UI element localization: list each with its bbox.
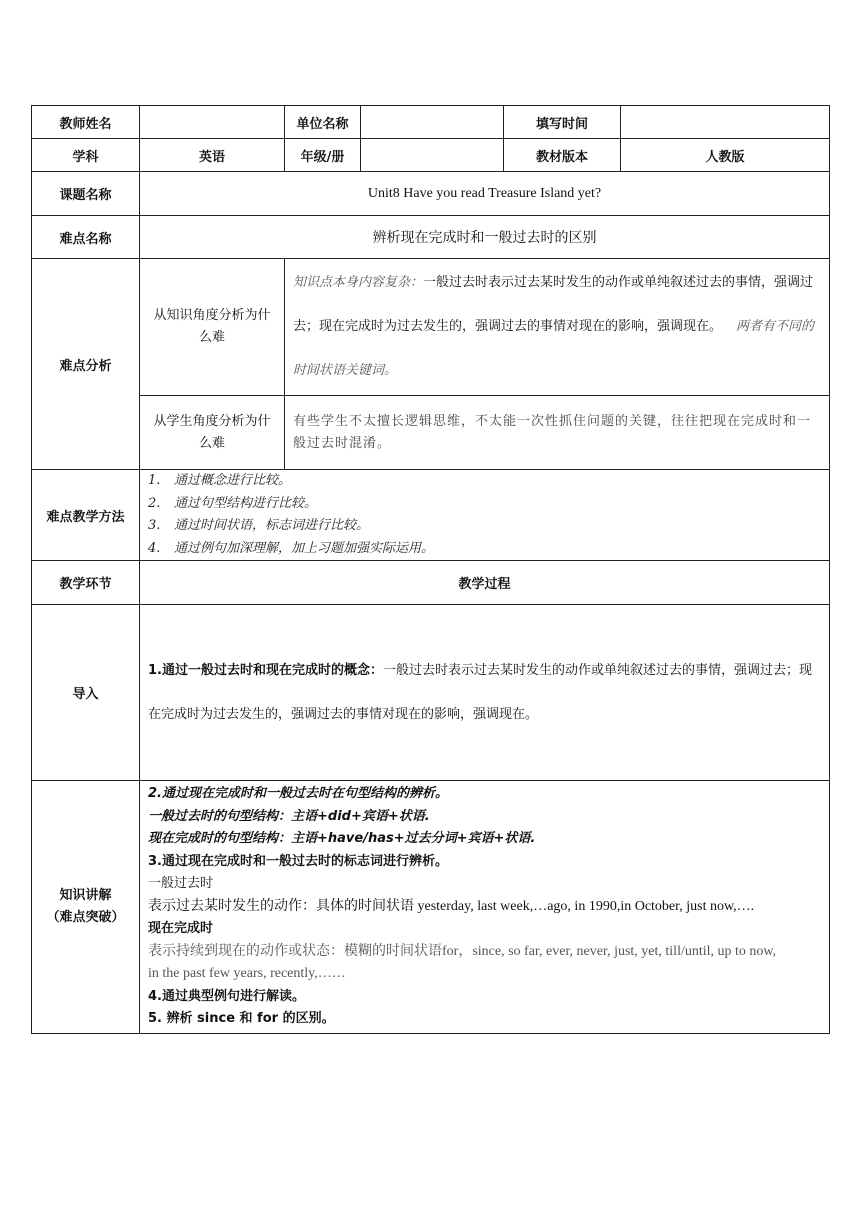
unit-name-label: 单位名称 [285, 106, 361, 139]
analysis-label: 难点分析 [32, 259, 140, 470]
header-row-1 [32, 106, 830, 139]
difficulty-row [32, 216, 830, 259]
methods-label: 难点教学方法 [32, 470, 140, 561]
knowledge-line: 2.通过现在完成时和一般过去时在句型结构的辨析。 [148, 786, 448, 801]
knowledge-line: 4.通过典型例句进行解读。 [148, 988, 305, 1004]
textbook-label: 教材版本 [504, 139, 621, 172]
unit-name-value [361, 106, 504, 139]
subject-value: 英语 [140, 139, 285, 172]
intro-row [32, 605, 830, 781]
stage-label: 教学环节 [32, 561, 140, 605]
process-label: 教学过程 [140, 561, 830, 605]
knowledge-line: 现在完成时的句型结构：主语+have/has+过去分词+宾语+状语. [148, 831, 536, 846]
teacher-name-label: 教师姓名 [32, 106, 140, 139]
knowledge-line: 一般过去时 [148, 876, 214, 891]
intro-text [140, 605, 830, 781]
knowledge-line: 表示持续到现在的动作或状态：模糊的时间状语for，since, so far, ever, never, just, yet, till/until, up to now, [148, 943, 777, 959]
methods-row [32, 470, 830, 561]
subject-label: 学科 [32, 139, 140, 172]
topic-value: Unit8 Have you read Treasure Island yet? [140, 172, 830, 216]
knowledge-line: 一般过去时的句型结构：主语+did+宾语+状语. [148, 808, 430, 824]
methods-item: 2. 通过句型结构进行比较。 [148, 495, 318, 511]
knowledge-content [140, 781, 830, 1034]
methods-item: 4. 通过例句加深理解，加上习题加强实际运用。 [148, 540, 435, 556]
knowledge-line: 5. 辨析 since 和 for 的区别。 [148, 1011, 335, 1026]
fill-time-value [621, 106, 830, 139]
knowledge-angle-prefix: 知识点本身内容复杂： [293, 275, 424, 290]
header-row-2 [32, 139, 830, 172]
process-header-row [32, 561, 830, 605]
grade-label: 年级/册 [285, 139, 361, 172]
knowledge-line: in the past few years, recently,…… [148, 966, 346, 981]
methods-item: 1. 通过概念进行比较。 [148, 473, 292, 488]
knowledge-line: 3.通过现在完成时和一般过去时的标志词进行辨析。 [148, 853, 448, 869]
knowledge-line: 现在完成时 [148, 921, 214, 936]
lesson-plan-table [31, 105, 830, 1034]
knowledge-angle-text [285, 259, 830, 396]
analysis-row-student [32, 396, 830, 470]
difficulty-value: 辨析现在完成时和一般过去时的区别 [140, 216, 830, 259]
knowledge-angle-suffix: 两者有不同的时间状语关键词。 [293, 319, 815, 378]
student-angle-label: 从学生角度分析为什么难 [140, 396, 285, 470]
analysis-row-knowledge [32, 259, 830, 396]
knowledge-angle-label: 从知识角度分析为什么难 [140, 259, 285, 396]
intro-label: 导入 [32, 605, 140, 781]
fill-time-label: 填写时间 [504, 106, 621, 139]
knowledge-angle-main: 一般过去时表示过去某时发生的动作或单纯叙述过去的事情，强调过去；现在完成时为过去发生的，强调过去的事情对现在的影响，强调现在。 [293, 275, 814, 334]
teacher-name-value [140, 106, 285, 139]
grade-value [361, 139, 504, 172]
difficulty-label: 难点名称 [32, 216, 140, 259]
knowledge-row [32, 781, 830, 1034]
knowledge-label-line1: 知识讲解 [59, 887, 112, 903]
methods-item: 3. 通过时间状语，标志词进行比较。 [148, 518, 370, 533]
intro-bold: 1.通过一般过去时和现在完成时的概念： [148, 662, 383, 678]
intro-body: 一般过去时表示过去某时发生的动作或单纯叙述过去的事情，强调过去；现在完成时为过去发生的，强调过去的事情对现在的影响，强调现在。 [148, 662, 812, 722]
knowledge-label [32, 781, 140, 1034]
student-angle-text: 有些学生不太擅长逻辑思维，不太能一次性抓住问题的关键，往往把现在完成时和一般过去时混淆。 [285, 396, 830, 470]
topic-row [32, 172, 830, 216]
methods-list [140, 470, 830, 561]
textbook-value: 人教版 [621, 139, 830, 172]
knowledge-label-line2: （难点突破） [46, 909, 125, 925]
knowledge-line: 表示过去某时发生的动作：具体的时间状语 yesterday, last week,…ago, in 1990,in October, just now,…. [148, 898, 755, 914]
topic-label: 课题名称 [32, 172, 140, 216]
